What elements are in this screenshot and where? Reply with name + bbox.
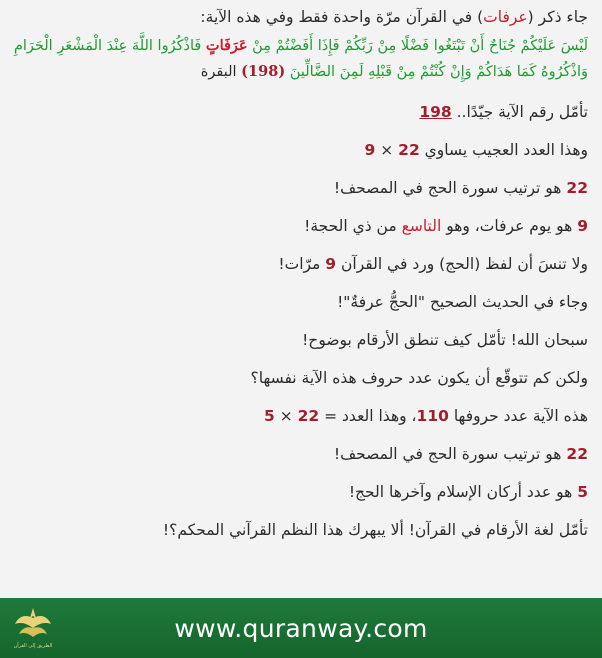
line-2-num-a: 22 bbox=[398, 141, 420, 159]
line-5-text: ولا تنسَ أن لفظ (الحج) ورد في القرآن bbox=[336, 255, 588, 273]
footer-banner bbox=[0, 598, 602, 658]
line-2 bbox=[10, 139, 588, 161]
line-4-num: 9 bbox=[577, 217, 588, 235]
line-4-highlight: التاسع bbox=[401, 217, 442, 235]
line-11-num: 5 bbox=[577, 483, 588, 501]
line-4 bbox=[10, 215, 588, 237]
intro-post: ) في القرآن مرّة واحدة فقط وفي هذه الآية: bbox=[200, 8, 484, 26]
line-6 bbox=[10, 291, 588, 313]
line-1 bbox=[10, 101, 588, 123]
verse-part2: فَاذْكُرُوا اللَّهَ عِنْدَ الْمَشْعَرِ الْحَرَامِ وَاذْكُرُوهُ كَمَا هَدَاكُمْ وَإِنْ كُنْتُمْ مِنْ قَبْلِهِ لَمِنَ الضَّالِّينَ bbox=[13, 38, 588, 80]
line-9-mid: ، وهذا العدد = bbox=[319, 407, 417, 425]
line-11-text: هو عدد أركان الإسلام وآخرها الحج! bbox=[348, 483, 578, 501]
line-2-text: وهذا العدد العجيب يساوي bbox=[419, 141, 588, 159]
surah-name: البقرة bbox=[200, 64, 242, 80]
line-7 bbox=[10, 329, 588, 351]
line-1-text: تأمّل رقم الآية جيّدًا.. bbox=[451, 103, 588, 121]
line-10-num: 22 bbox=[566, 445, 588, 463]
line-9-times: × bbox=[274, 407, 298, 425]
line-9-num: 110 bbox=[416, 407, 449, 425]
wings-logo-icon bbox=[13, 604, 53, 642]
logo-caption: الطريق إلى القرآن bbox=[13, 643, 53, 649]
line-8-text: ولكن كم تتوقّع أن يكون عدد حروف هذه الآية نفسها؟ bbox=[250, 369, 588, 387]
line-5-end: مرّات! bbox=[278, 255, 326, 273]
intro-word: عرفات bbox=[483, 8, 528, 26]
intro-pre: جاء ذكر ( bbox=[527, 8, 588, 26]
line-9-num-b: 5 bbox=[263, 407, 275, 425]
intro-line bbox=[10, 6, 588, 28]
line-10-text: هو ترتيب سورة الحج في المصحف! bbox=[333, 445, 567, 463]
line-5-num: 9 bbox=[325, 255, 337, 273]
line-9-num-a: 22 bbox=[297, 407, 320, 425]
quran-verse bbox=[10, 33, 588, 85]
line-8 bbox=[10, 367, 588, 389]
line-1-num: 198 bbox=[419, 103, 452, 121]
verse-number: (198) bbox=[241, 63, 286, 80]
line-5 bbox=[10, 253, 588, 275]
line-12-text: تأمّل لغة الأرقام في القرآن! ألا يبهرك هذا النظم القرآني المحكم؟! bbox=[162, 521, 588, 539]
line-3-num: 22 bbox=[566, 179, 588, 197]
verse-part1: لَيْسَ عَلَيْكُمْ جُنَاحٌ أَنْ تَبْتَغُوا فَضْلًا مِنْ رَبِّكُمْ فَإِذَا أَفَضْتُمْ مِنْ bbox=[247, 38, 588, 54]
line-3 bbox=[10, 177, 588, 199]
line-10 bbox=[10, 443, 588, 465]
line-4-end: من ذي الحجة! bbox=[304, 217, 402, 235]
line-7-text: سبحان الله! تأمّل كيف تنطق الأرقام بوضوح! bbox=[302, 331, 588, 349]
website-link[interactable]: www.quranway.com bbox=[174, 613, 428, 643]
line-11 bbox=[10, 481, 588, 503]
line-9 bbox=[10, 405, 588, 427]
line-2-num-b: 9 bbox=[364, 141, 376, 159]
site-logo bbox=[4, 604, 62, 654]
line-9-text: هذه الآية عدد حروفها bbox=[448, 407, 588, 425]
line-2-times: × bbox=[375, 141, 399, 159]
line-12 bbox=[10, 519, 588, 541]
line-6-text: وجاء في الحديث الصحيح "الحجُّ عرفةٌ"! bbox=[337, 293, 588, 311]
line-3-text: هو ترتيب سورة الحج في المصحف! bbox=[333, 179, 567, 197]
line-4-text: هو يوم عرفات، وهو bbox=[441, 217, 578, 235]
verse-word: عَرَفَاتٍ bbox=[205, 37, 248, 54]
